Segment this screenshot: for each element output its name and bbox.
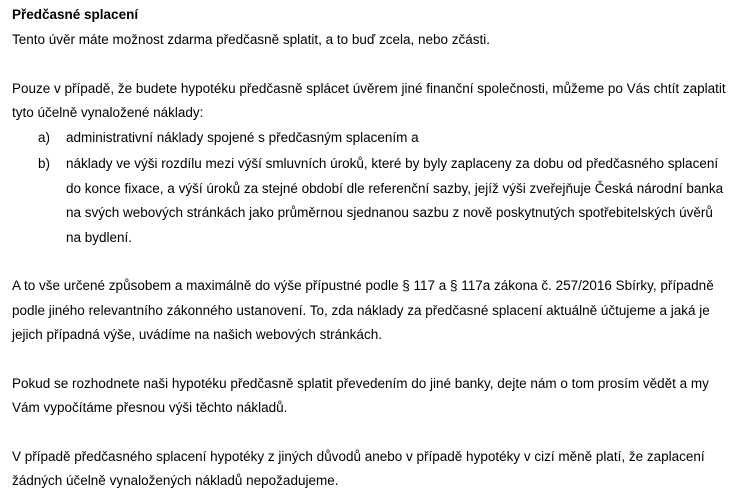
fees-list [12,126,738,251]
list-item [12,126,738,151]
list-marker: b) [38,156,51,171]
list-item-text: administrativní náklady spojené s předčasným splacením a [66,129,419,145]
intro-paragraph: Tento úvěr máte možnost zdarma předčasně splatit, a to buď zcela, nebo zčásti. [12,32,491,47]
legal-basis-paragraph: A to vše určené způsobem a maximálně do výše přípustné podle § 117 a § 117a zákona č. 257/2016 Sbírky, případně podle jiného relevantního zákonného ustanovení. To, zda náklady za předčasné splacení aktuálně účtujeme a jaká je jejich případná výše, uvádíme na našich webových stránkách. [12,278,714,342]
bank-transfer-paragraph: Pokud se rozhodnete naši hypotéku předčasně splatit převedením do jiné banky, dejte nám o tom prosím vědět a my Vám vypočítáme přesnou výši těchto nákladů. [12,375,709,415]
fees-paragraph: Pouze v případě, že budete hypotéku předčasně splácet úvěrem jiné finanční společnosti, můžeme po Vás chtít zaplatit tyto účelně vynaložené náklady: [12,80,726,120]
section-title: Předčasné splacení [12,7,139,22]
list-item-text: náklady ve výši rozdílu mezi výší smluvních úroků, které by byly zaplaceny za dobu od předčasného splacení do konce fixace, a výší úroků za stejné období dle referenční sazby, jejíž výši zveřejňuje Česká národní banka na svých webových stránkách jako průměrnou sjednanou sazbu z nově poskytnutých spotřebitelských úvěrů na bydlení. [66,156,724,245]
other-reasons-paragraph: V případě předčasného splacení hypotéky z jiných důvodů anebo v případě hypotéky v cizí měně platí, že zaplacení žádných účelně vynaložených nákladů nepožadujeme. [12,448,705,488]
list-item [12,152,738,250]
list-marker: a) [38,129,51,145]
